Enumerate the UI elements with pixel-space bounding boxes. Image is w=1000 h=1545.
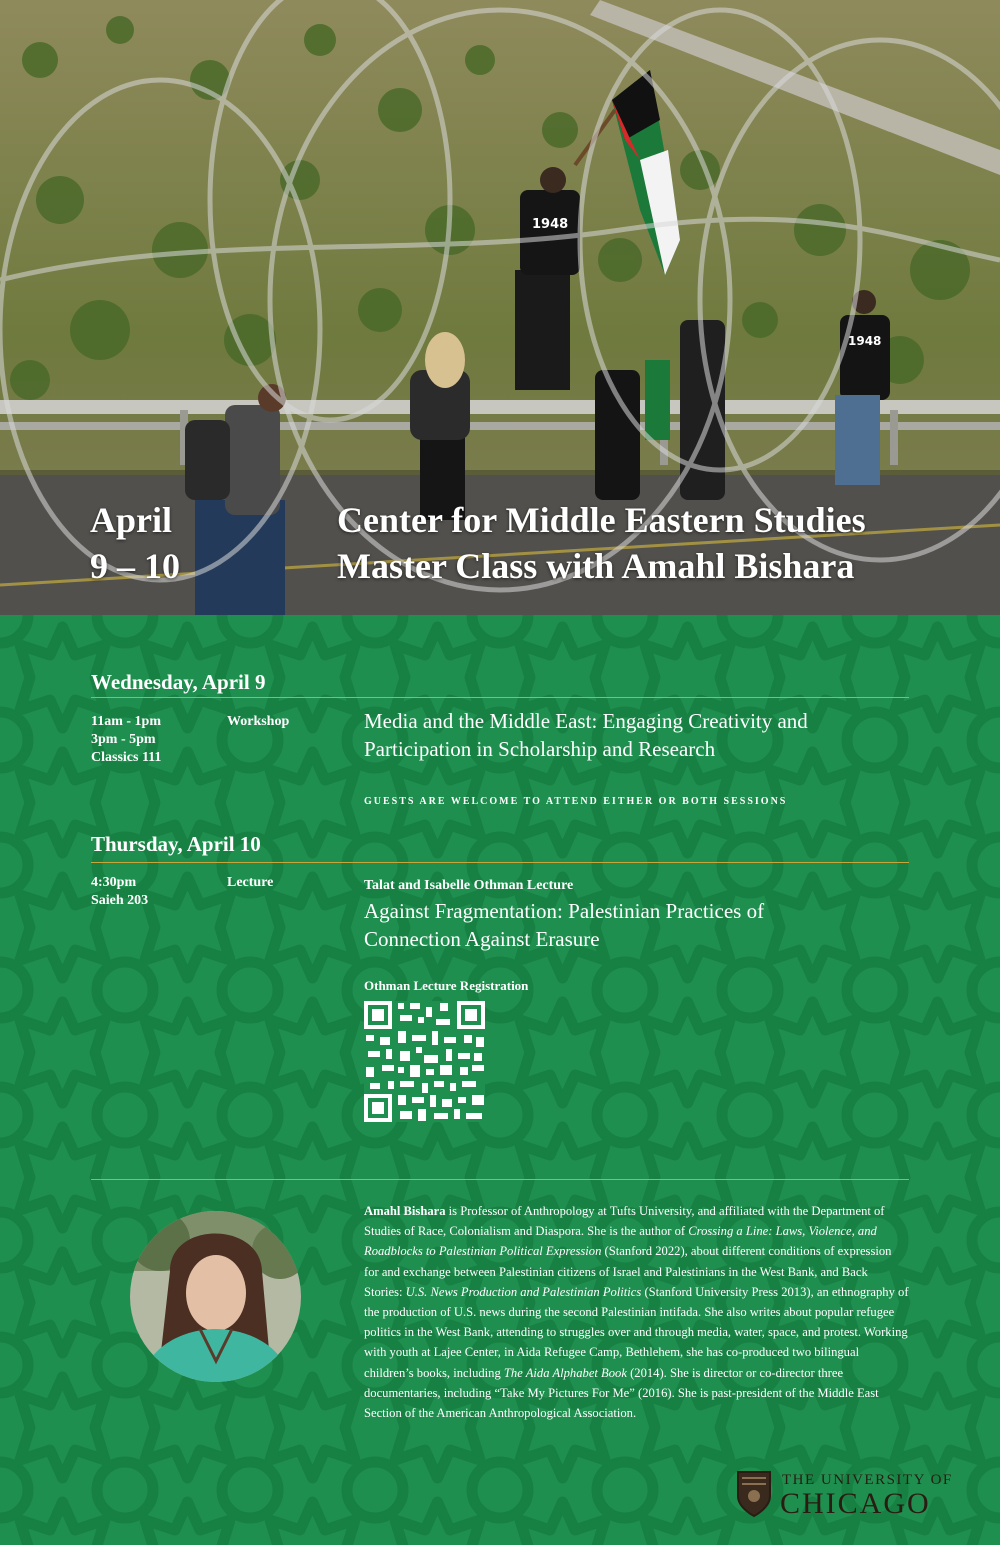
bio-name: Amahl Bishara	[364, 1204, 446, 1218]
university-logo	[736, 1470, 976, 1520]
session2-day: Thursday, April 10	[91, 832, 261, 856]
bio-book-title: Crossing a Line: Laws, Violence, and Roadblocks to Palestinian Political Expression	[364, 1224, 877, 1259]
bio-text: is Professor of Anthropology at Tufts University, and affiliated with the Department of Studies of Race, Colonialism and Diaspora. She is the author of	[364, 1204, 885, 1239]
qr-code-icon	[364, 1001, 485, 1122]
session1-time1: 11am - 1pm	[91, 714, 161, 729]
bio-book-title: U.S. News Production and Palestinian Politics	[405, 1284, 642, 1299]
session1-title-line1: Media and the Middle East: Engaging Creativity and	[364, 709, 808, 733]
event-details-panel	[0, 615, 1000, 1545]
session2-time: 4:30pm	[91, 875, 137, 890]
session2-title-line2: Connection Against Erasure	[364, 927, 600, 951]
bio-book-title: The Aida Alphabet Book	[503, 1365, 627, 1380]
session2-type: Lecture	[227, 875, 274, 890]
date-line-1: April	[90, 500, 173, 540]
session1-room: Classics 111	[91, 750, 162, 765]
headline-line-1: Center for Middle Eastern Studies	[337, 500, 866, 540]
divider	[91, 1179, 909, 1180]
registration-label: Othman Lecture Registration	[364, 978, 529, 993]
session2-title-line1: Against Fragmentation: Palestinian Practices of	[364, 899, 765, 923]
avatar	[130, 1211, 301, 1382]
headline-line-2: Master Class with Amahl Bishara	[337, 546, 855, 586]
attendance-note: GUESTS ARE WELCOME TO ATTEND EITHER OR BOTH SESSIONS	[364, 796, 788, 807]
bio-text: (2014). She is director or co-director three documentaries, including “Take My Pictures For Me” (2016). She is past-president of the Middle East Section of the American Anthropological Association.	[364, 1365, 879, 1421]
logo-line-2: CHICAGO	[780, 1487, 931, 1520]
divider	[91, 862, 909, 863]
shield-icon	[736, 1470, 772, 1518]
registration-qr-code[interactable]	[364, 1001, 485, 1122]
svg-text:1948: 1948	[848, 334, 882, 348]
hero-photo	[0, 0, 1000, 615]
bio-text: (Stanford University Press 2013), an ethnography of the production of U.S. news during the second Palestinian intifada. She also writes about popular refugee politics in the West Bank, attending to struggles over and through media, water, space, and protest. Working with youth at Lajee Center, in Aida Refugee Camp, Bethlehem, she has co-produced two bilingual children’s books, including	[364, 1284, 909, 1380]
lecture-series: Talat and Isabelle Othman Lecture	[364, 878, 574, 893]
session1-type: Workshop	[227, 714, 290, 729]
date-line-2: 9 – 10	[90, 546, 180, 586]
divider	[91, 697, 909, 698]
session2-room: Saieh 203	[91, 893, 149, 908]
session1-day: Wednesday, April 9	[91, 670, 266, 694]
bio-text: (Stanford 2022), about different conditions of expression for and exchange between Palestinian citizens of Israel and Palestinians in the West Bank, and Back Stories:	[364, 1244, 892, 1299]
speaker-bio	[364, 1201, 909, 1423]
speaker-portrait	[130, 1211, 301, 1382]
svg-text:1948: 1948	[532, 217, 569, 232]
session1-title-line2: Participation in Scholarship and Research	[364, 737, 716, 761]
logo-line-1: THE UNIVERSITY OF	[782, 1472, 953, 1488]
session1-time2: 3pm - 5pm	[91, 732, 156, 747]
